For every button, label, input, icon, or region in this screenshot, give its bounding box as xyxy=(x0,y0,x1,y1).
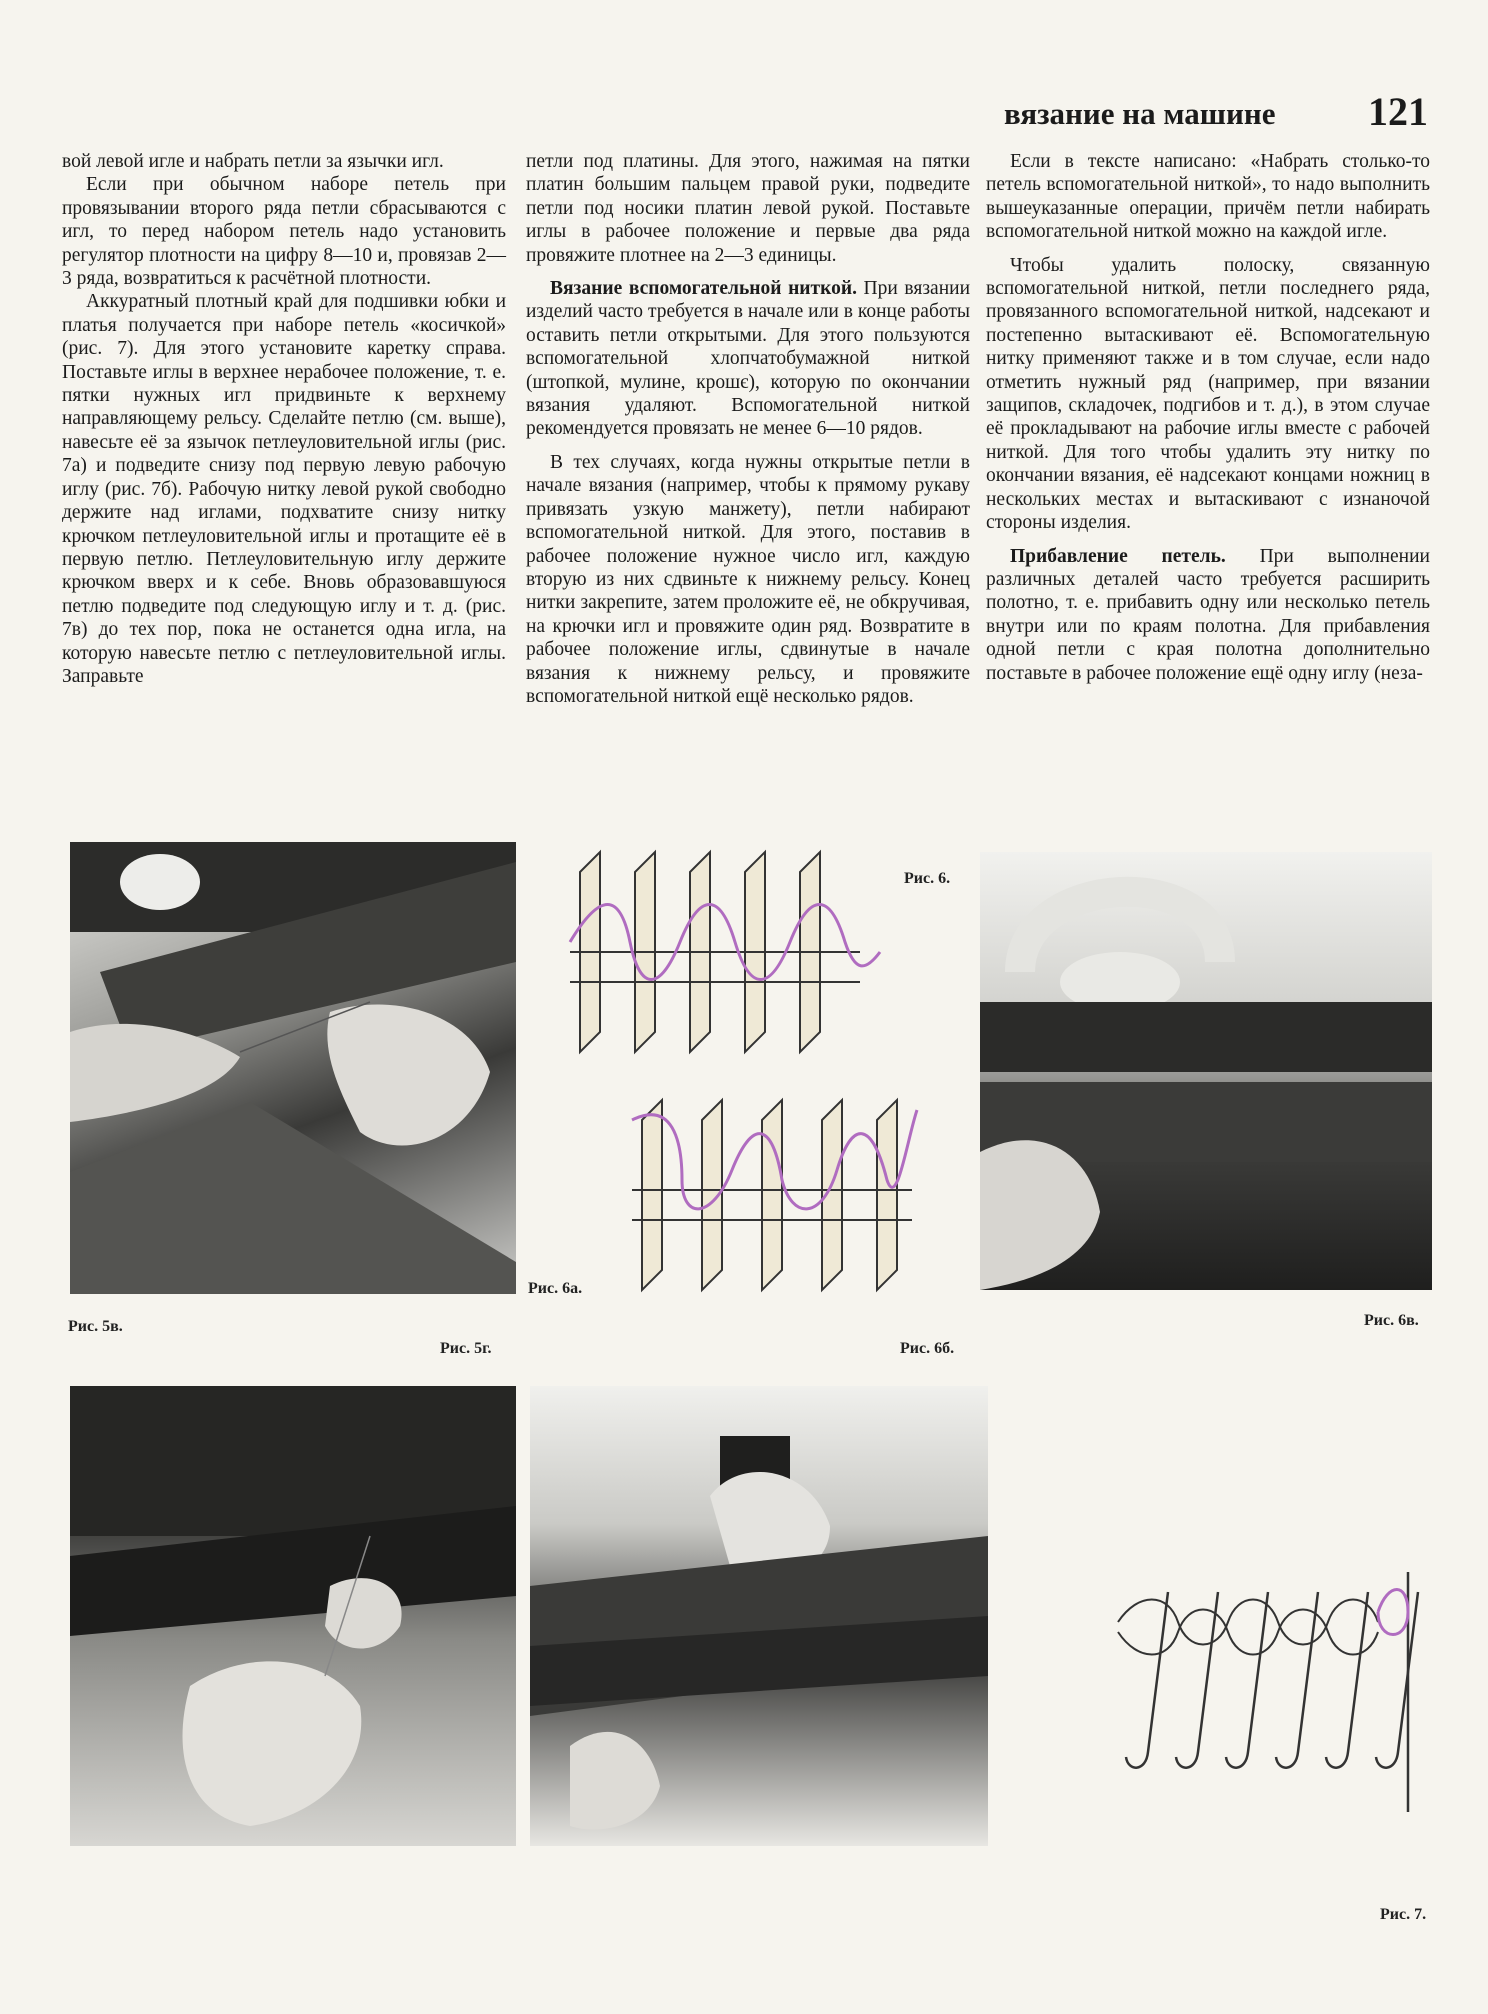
paragraph: Чтобы удалить полоску, связанную вспомогательной ниткой, петли последнего ряда, провязанного вспомогательной ниткой, надсекают и постепенно вытаскивают её. Вспомогательную нитку применяют также и в том случае, если надо отметить нужный ряд (например, при вязании защипов, складочек, подгибов и т. д.), в этом случае её прокладывают на рабочие иглы вместе с рабочей ниткой. Для того чтобы удалить эту нитку по окончании вязания, её надсекают концами ножниц в нескольких местах и вытаскивают с изнаночой стороны изделия. xyxy=(986,254,1430,534)
caption-fig5g: Рис. 5г. xyxy=(440,1340,492,1357)
diagram-fig6b xyxy=(622,1080,922,1300)
paragraph: вой левой игле и набрать петли за язычки игл. xyxy=(62,151,444,172)
diagram-fig7 xyxy=(1108,1572,1438,1822)
section-title: вязание на машине xyxy=(1004,96,1276,131)
caption-fig5v: Рис. 5в. xyxy=(68,1318,123,1335)
text-column-1 xyxy=(62,150,506,688)
photo-illustration xyxy=(70,842,516,1294)
caption-fig6a: Рис. 6а. xyxy=(528,1280,583,1297)
paragraph-heading: Вязание вспомогательной ниткой. xyxy=(550,278,857,300)
paragraph xyxy=(526,277,970,441)
latch-needles-diagram xyxy=(1108,1572,1438,1822)
caption-fig6b: Рис. 6б. xyxy=(900,1340,955,1357)
paragraph: Если в тексте написано: «Набрать столько-то петель вспомогательной ниткой», то надо выполнить вышеуказанные операции, причём петли набирать вспомогательной ниткой можно на каждой игле. xyxy=(986,151,1430,243)
paragraph: Если при обычном наборе петель при провязывании второго ряда петли сбрасываются с игл, то перед набором петель надо установить регулятор плотности на цифру 8—10 и, провязав 2—3 ряда, возвратиться к расчётной плотности. xyxy=(62,174,506,290)
paragraph: петли под платины. Для этого, нажимая на пятки платин большим пальцем правой руки, подведите петли под носики платин левой рукой. Поставьте иглы в рабочее положение и первые два ряда провяжите плотнее на 2—3 единицы. xyxy=(526,151,970,266)
needles-diagram xyxy=(622,1080,922,1300)
paragraph: В тех случаях, когда нужны открытые петли в начале вязания (например, чтобы к прямому рукаву привязать узкую манжету), петли набирают вспомогательной ниткой. Для этого, поставив в рабочее положение нужное число игл, каждую вторую из них сдвиньте к нижнему рельсу. Конец нитки закрепите, затем проложите её, не обкручивая, на крючки игл и провяжите один ряд. Возвратите в рабочее положение иглы, сдвинутые в начале вязания к нижнему рельсу, и провяжите вспомогательной ниткой ещё несколько рядов. xyxy=(526,451,970,707)
caption-fig6v: Рис. 6в. xyxy=(1364,1312,1419,1329)
photo-hand-carriage xyxy=(530,1386,988,1846)
paragraph: Аккуратный плотный край для подшивки юбки и платья получается при наборе петель «косичкой» (рис. 7). Для этого установите каретку справа. Поставьте иглы в верхнее нерабочее положение, т. е. пятки нужных игл придвиньте к верхнему направляющему рельсу. Сделайте петлю (см. выше), навесьте её за язычок петлеуловительной иглы (рис. 7а) и подведите снизу под первую левую рабочую иглу (рис. 7б). Рабочую нитку левой рукой свободно держите над иглами, подхватите снизу нитку крючком петлеуловительной иглы и протащите её в первую петлю. Петлеуловительную иглу держите крючком вверх и к себе. Вновь образовавшуюся петлю подведите под следующую иглу и т. д. (рис. 7в) до тех пор, пока не останется одна игла, на которую навесьте петлю с петлеуловительной иглы. Заправьте xyxy=(62,291,506,687)
photo-illustration xyxy=(530,1386,988,1846)
diagram-fig6 xyxy=(560,832,890,1062)
text-column-3 xyxy=(986,150,1430,685)
needles-diagram xyxy=(560,832,890,1062)
photo-illustration xyxy=(70,1386,516,1846)
paragraph-text: При выполнении различных деталей часто требуется расширить полотно, т. е. прибавить одну или несколько петель внутри или по краям полотна. Для прибавления одной петли с края полотна дополнительно поставьте в рабочее положение ещё одну иглу (неза- xyxy=(986,545,1430,684)
paragraph-text: При вязании изделий часто требуется в начале или в конце работы оставить петли открытыми. Для этого пользуются вспомогательной хлопчатобумажной ниткой (штопкой, мулине, крошє), которую по окончании вязания удаляют. Вспомогательной ниткой рекомендуется провязать не менее 6—10 рядов. xyxy=(526,278,971,440)
paragraph xyxy=(986,545,1430,685)
page-number: 121 xyxy=(1368,89,1428,134)
caption-fig6: Рис. 6. xyxy=(904,870,951,887)
photo-machine-carriage xyxy=(980,852,1432,1290)
text-column-2 xyxy=(526,150,970,708)
photo-hands-thread xyxy=(70,842,516,1294)
caption-fig7: Рис. 7. xyxy=(1380,1906,1427,1923)
photo-illustration xyxy=(980,852,1432,1290)
paragraph-heading: Прибавление петель. xyxy=(1010,545,1226,567)
photo-hands-twist xyxy=(70,1386,516,1846)
